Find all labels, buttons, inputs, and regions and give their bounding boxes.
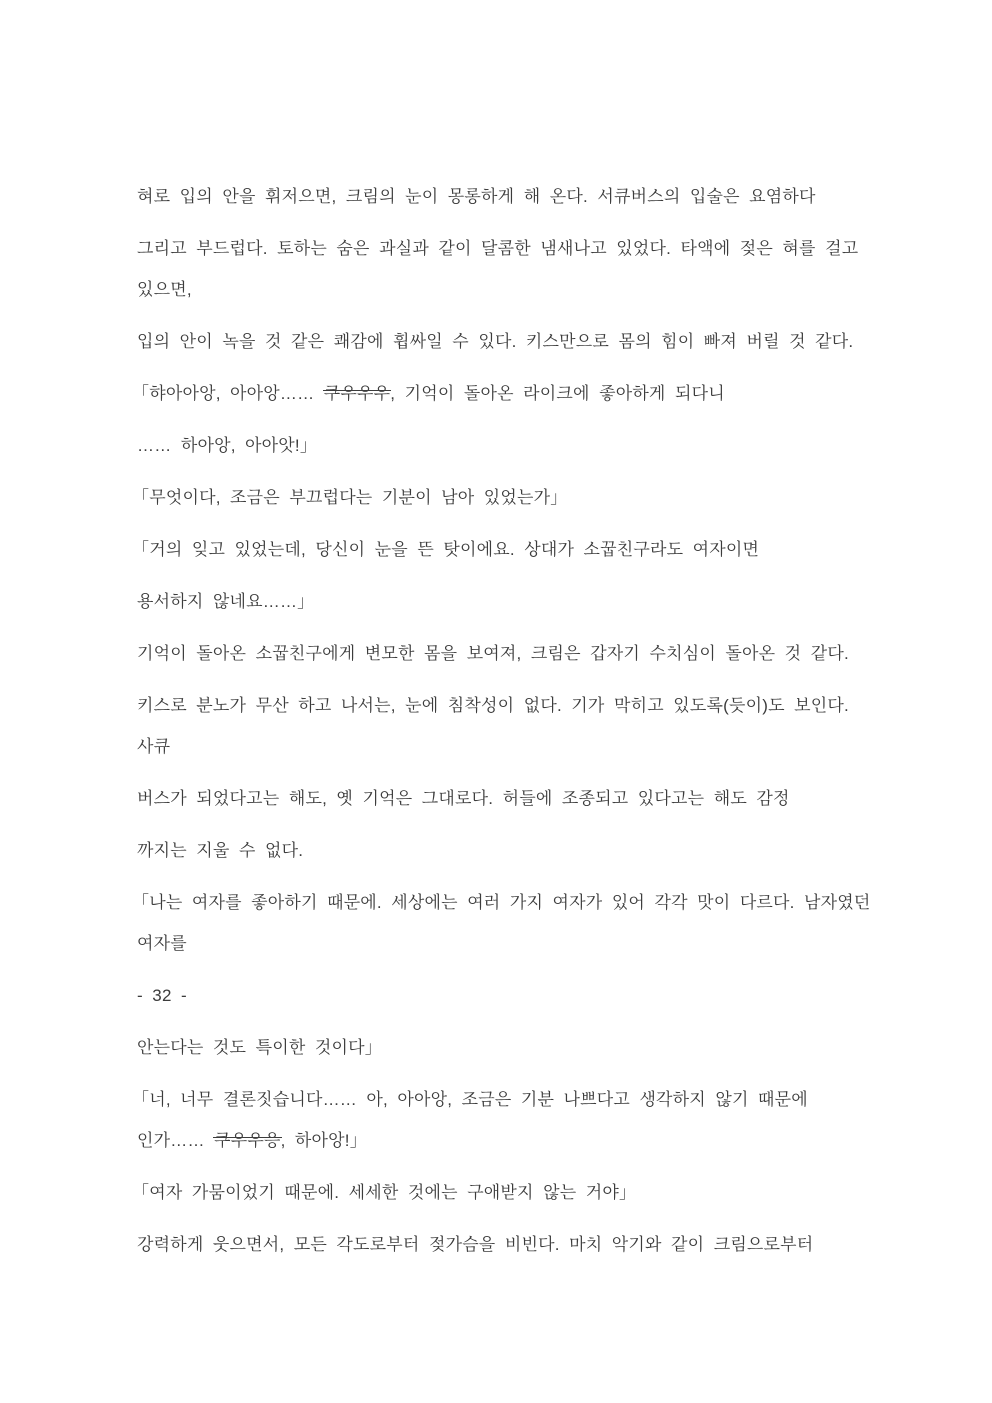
- dialogue-paragraph: [137, 425, 885, 466]
- text-run: 「무엇이다, 조금은 부끄럽다는 기분이 남아 있었는가」: [132, 488, 568, 507]
- narration-paragraph: [137, 633, 885, 674]
- text-run: …… 하아앙, 아아앗!」: [137, 436, 318, 455]
- dialogue-paragraph: [132, 882, 885, 964]
- dialogue-paragraph: [137, 1027, 885, 1068]
- text-run: 「햐아아앙, 아아앙……: [132, 384, 324, 403]
- text-run: 버스가 되었다고는 해도, 옛 기억은 그대로다. 허들에 조종되고 있다고는 해도 감정: [137, 789, 790, 808]
- text-run: , 기억이 돌아온 라이크에 좋아하게 되다니: [390, 384, 725, 403]
- text-run: 강력하게 웃으면서, 모든 각도로부터 젖가슴을 비빈다. 마치 악기와 같이 크림으로부터: [137, 1235, 814, 1254]
- text-run: 인가……: [137, 1131, 215, 1150]
- text-content: [132, 176, 885, 1276]
- dialogue-paragraph: [132, 529, 885, 570]
- narration-paragraph: [137, 176, 885, 217]
- text-run: 혀로 입의 안을 휘저으면, 크림의 눈이 몽롱하게 해 온다. 서큐버스의 입술은 요염하다: [137, 187, 816, 206]
- text-run: - 32 -: [137, 986, 187, 1005]
- text-run: 「거의 잊고 있었는데, 당신이 눈을 뜬 탓이에요. 상대가 소꿉친구라도 여자이면: [132, 540, 760, 559]
- struck-text: 쿠우우우: [323, 384, 391, 403]
- text-run: 사큐: [137, 737, 171, 756]
- text-run: 키스로 분노가 무산 하고 나서는, 눈에 침착성이 없다. 기가 막히고 있도록(듯이)도 보인다.: [137, 696, 849, 715]
- text-run: 「너, 너무 결론짓습니다…… 아, 아아앙, 조금은 기분 나쁘다고 생각하지 않기 때문에: [132, 1090, 808, 1109]
- dialogue-paragraph: [137, 581, 885, 622]
- narration-paragraph: [137, 830, 885, 871]
- narration-paragraph: [137, 321, 885, 362]
- text-run: 까지는 지울 수 없다.: [137, 841, 304, 860]
- narration-paragraph: [137, 685, 885, 767]
- dialogue-paragraph: [132, 477, 885, 518]
- text-run: 「나는 여자를 좋아하기 때문에. 세상에는 여러 가지 여자가 있어 각각 맛이 다르다. 남자였던: [132, 893, 871, 912]
- struck-text: 쿠우우응: [214, 1131, 281, 1150]
- text-run: 있으면,: [137, 280, 192, 299]
- text-run: 「여자 가뭄이었기 때문에. 세세한 것에는 구애받지 않는 거야」: [132, 1183, 637, 1202]
- dialogue-paragraph: [132, 1079, 885, 1161]
- narration-paragraph: [137, 1224, 885, 1265]
- text-run: 입의 안이 녹을 것 같은 쾌감에 휩싸일 수 있다. 키스만으로 몸의 힘이 빠져 버릴 것 같다.: [137, 332, 854, 351]
- page-number-line: [137, 975, 885, 1016]
- text-run: 기억이 돌아온 소꿉친구에게 변모한 몸을 보여져, 크림은 갑자기 수치심이 돌아온 것 같다.: [137, 644, 849, 663]
- text-run: , 하아앙!」: [280, 1131, 367, 1150]
- narration-paragraph: [137, 778, 885, 819]
- dialogue-paragraph: [132, 373, 885, 414]
- text-run: 용서하지 않네요……」: [137, 592, 315, 611]
- text-run: 안는다는 것도 특이한 것이다」: [137, 1038, 382, 1057]
- dialogue-paragraph: [132, 1172, 885, 1213]
- text-run: 여자를: [137, 934, 187, 953]
- text-run: 그리고 부드럽다. 토하는 숨은 과실과 같이 달콤한 냄새나고 있었다. 타액에 젖은 혀를 걸고: [137, 239, 859, 258]
- narration-paragraph: [137, 228, 885, 310]
